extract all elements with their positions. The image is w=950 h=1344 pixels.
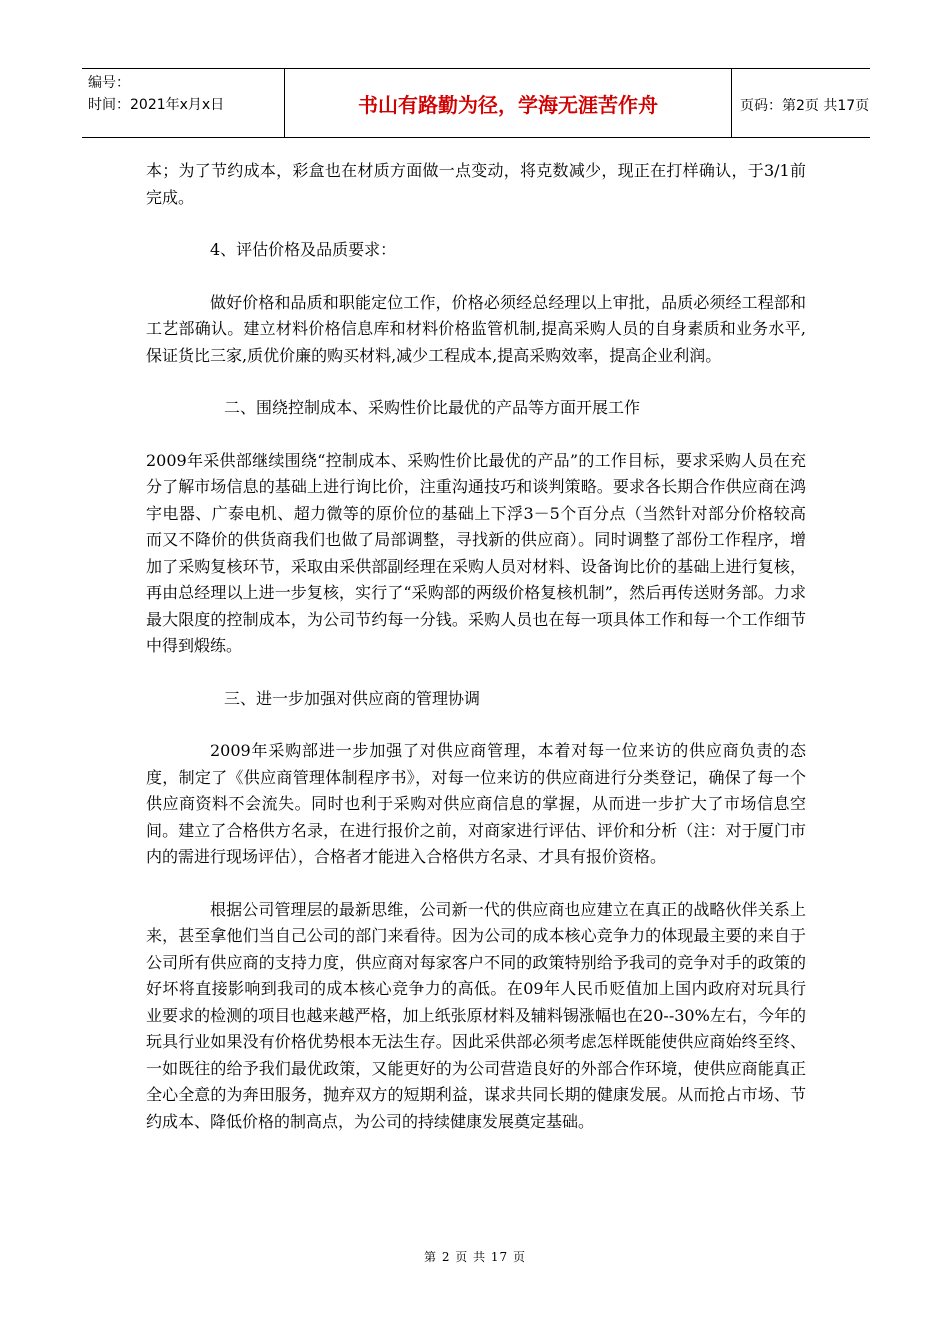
header-meta-cell [82, 69, 285, 137]
subheading-price-quality: 4、评估价格及品质要求： [210, 240, 397, 259]
header-page-info: 页码：第2页 共17页 [740, 98, 870, 114]
paragraph-supplier-management: 2009年采购部进一步加强了对供应商管理，本着对每一位来访的供应商负责的态度，制定了《供应商管理体制程序书》，对每一位来访的供应商进行分类登记，确保了每一个供应商资料不会流失。同时也利于采购对供应商信息的掌握，从而进一步扩大了市场信息空间。建立了合格供方名录，在进行报价之前，对商家进行评估、评价和分析（注：对于厦门市内的需进行现场评估），合格者才能进入合格供方名录、才具有报价资格。 [146, 741, 806, 866]
header-slogan-cell [285, 69, 732, 137]
paragraph-cost-control: 2009年采供部继续围绕“控制成本、采购性价比最优的产品”的工作目标，要求采购人员在充分了解市场信息的基础上进行询比价，注重沟通技巧和谈判策略。要求各长期合作供应商在鸿宇电器、广泰电机、超力微等的原价位的基础上下浮3－5个百分点（当然针对部分价格较高而又不降价的供货商我们也做了局部调整，寻找新的供应商）。同时调整了部份工作程序，增加了采购复核环节，采取由采供部副经理在采购人员对材料、设备询比价的基础上进行复核，再由总经理以上进一步复核，实行了“采购部的两级价格复核机制”，然后再传送财务部。力求最大限度的控制成本，为公司节约每一分钱。采购人员也在每一项具体工作和每一个工作细节中得到煅练。 [146, 450, 806, 655]
page-header [82, 68, 870, 138]
section-heading-cost-control: 二、围绕控制成本、采购性价比最优的产品等方面开展工作 [224, 398, 641, 417]
section-heading-supplier-management: 三、进一步加强对供应商的管理协调 [224, 688, 481, 708]
paragraph-strategic-partnership: 根据公司管理层的最新思维，公司新一代的供应商也应建立在真正的战略伙伴关系上来，甚至拿他们当自己公司的部门来看待。因为公司的成本核心竞争力的体现最主要的来自于公司所有供应商的支持力度，供应商对每家客户不同的政策特别给予我司的竞争对手的政策的好坏将直接影响到我司的成本核心竞争力的高低。在09年人民币贬值加上国内政府对玩具行业要求的检测的项目也越来越严格，加上纸张原材料及辅料锡涨幅也在20--30%左右，今年的玩具行业如果没有价格优势根本无法生存。因此采供部必须考虑怎样既能使供应商始终至终、一如既往的给予我们最优政策，又能更好的为公司营造良好的外部合作环境，使供应商能真正全心全意的为奔田服务，抛弃双方的短期利益，谋求共同长期的健康发展。从而抢占市场、节约成本、降低价格的制高点，为公司的持续健康发展奠定基础。 [146, 899, 806, 1131]
document-body [146, 158, 806, 1161]
paragraph-price-quality: 做好价格和品质和职能定位工作，价格必须经总经理以上审批，品质必须经工程部和工艺部确认。建立材料价格信息库和材料价格监管机制,提高采购人员的自身素质和业务水平,保证货比三家,质优价廉的购买材料,减少工程成本,提高采购效率，提高企业利润。 [146, 292, 806, 365]
paragraph-continuation: 本；为了节约成本，彩盒也在材质方面做一点变动，将克数减少，现正在打样确认，于3/1前完成。 [146, 161, 806, 207]
document-date-label: 时间：2021年x月x日 [88, 97, 225, 113]
document-number-label: 编号： [88, 75, 130, 91]
header-page-cell [732, 69, 870, 137]
page-footer: 第 2 页 共 17 页 [424, 1250, 526, 1264]
header-slogan: 书山有路勤为径，学海无涯苦作舟 [358, 93, 658, 117]
